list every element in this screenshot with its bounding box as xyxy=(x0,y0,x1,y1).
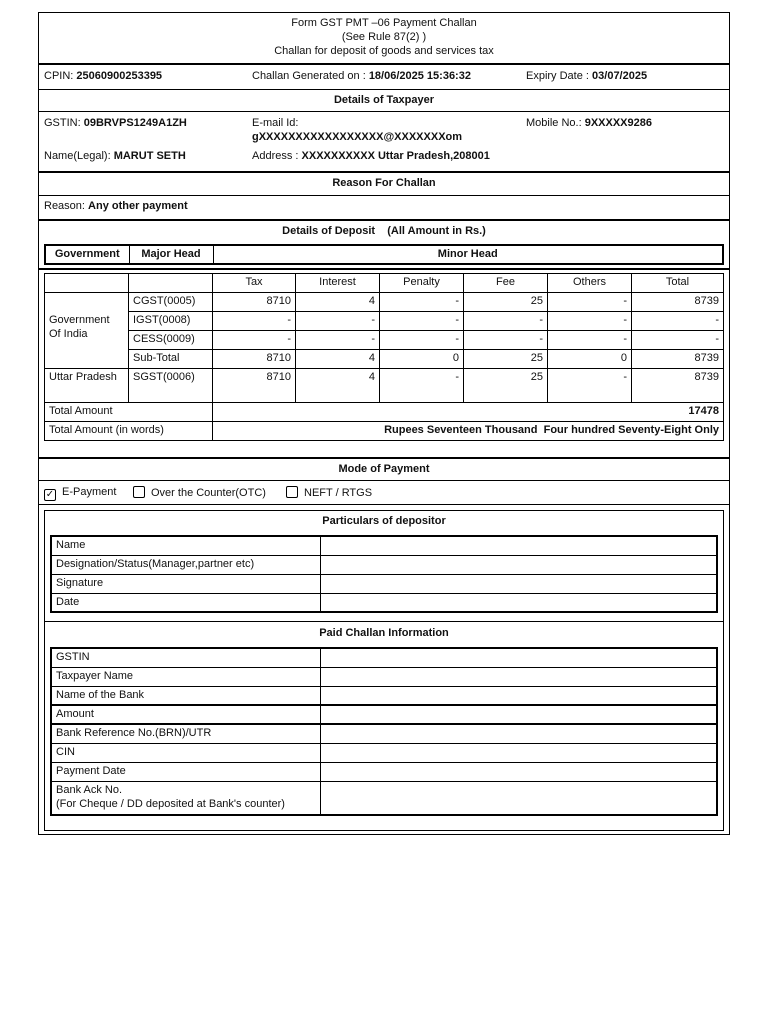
field-label: Name of the Bank xyxy=(51,686,320,705)
payment-section-title: Mode of Payment xyxy=(39,457,729,481)
value-cell: 8710 xyxy=(213,350,296,369)
field-label: CIN xyxy=(51,743,320,762)
field-value xyxy=(320,762,717,781)
table-row xyxy=(51,593,717,612)
reason-section-title: Reason For Challan xyxy=(39,171,729,195)
field-value xyxy=(320,555,717,574)
field-label: Bank Reference No.(BRN)/UTR xyxy=(51,724,320,743)
table-row xyxy=(51,555,717,574)
table-row xyxy=(45,331,724,350)
value-cell: - xyxy=(464,312,548,331)
bank-ack-line2: (For Cheque / DD deposited at Bank's counter) xyxy=(56,797,285,810)
payment-options xyxy=(39,480,729,504)
col-government: Government xyxy=(45,245,129,264)
deposit-section-title: Details of Deposit (All Amount in Rs.) xyxy=(39,219,729,243)
header-tax: Tax xyxy=(213,274,296,293)
table-row xyxy=(51,762,717,781)
value-cell: - xyxy=(380,369,464,403)
deposit-table xyxy=(44,273,724,441)
value-cell: - xyxy=(548,312,632,331)
value-cell: - xyxy=(296,331,380,350)
neft-rtgs-label: NEFT / RTGS xyxy=(304,487,373,499)
value-cell: 0 xyxy=(380,350,464,369)
generated-label: Challan Generated on : xyxy=(252,70,369,82)
major-head-cell: Sub-Total xyxy=(129,350,213,369)
value-cell: 4 xyxy=(296,369,380,403)
field-label: Designation/Status(Manager,partner etc) xyxy=(51,555,320,574)
cpin-label: CPIN: xyxy=(44,70,77,82)
header-total: Total xyxy=(632,274,724,293)
reason-row xyxy=(39,195,729,219)
address-value: XXXXXXXXXX Uttar Pradesh,208001 xyxy=(301,150,490,162)
field-label: Amount xyxy=(51,705,320,724)
field-value xyxy=(320,648,717,667)
form-rule: (See Rule 87(2) ) xyxy=(341,31,427,43)
value-cell: - xyxy=(380,293,464,312)
value-cell: 8710 xyxy=(213,369,296,403)
option-neft-rtgs[interactable] xyxy=(286,486,372,499)
value-cell: - xyxy=(548,293,632,312)
table-row xyxy=(51,648,717,667)
address-label: Address : xyxy=(252,150,302,162)
field-label: Taxpayer Name xyxy=(51,667,320,686)
gstin-value: 09BRVPS1249A1ZH xyxy=(83,117,187,129)
value-cell: 25 xyxy=(464,350,548,369)
table-row xyxy=(45,369,724,403)
form-subtitle: Challan for deposit of goods and services tax xyxy=(274,45,494,57)
field-value xyxy=(320,593,717,612)
field-value xyxy=(320,781,717,815)
words-row xyxy=(45,422,724,441)
field-value xyxy=(320,536,717,555)
checkbox-e-payment[interactable]: ✓ xyxy=(45,489,55,500)
mobile-value: 9XXXXX9286 xyxy=(584,117,652,129)
total-amount-value: 17478 xyxy=(213,403,724,422)
table-row xyxy=(51,574,717,593)
table-row xyxy=(51,781,717,815)
field-label: Payment Date xyxy=(51,762,320,781)
taxpayer-details xyxy=(39,111,729,171)
value-cell: 8710 xyxy=(213,293,296,312)
major-head-cell: IGST(0008) xyxy=(129,312,213,331)
depositor-table xyxy=(50,535,718,613)
table-row xyxy=(45,312,724,331)
major-head-cell: CGST(0005) xyxy=(129,293,213,312)
field-label: Name xyxy=(51,536,320,555)
table-row xyxy=(51,743,717,762)
bank-ack-line1: Bank Ack No. xyxy=(56,783,123,796)
form-title: Form GST PMT –06 Payment Challan xyxy=(291,17,477,29)
field-label: GSTIN xyxy=(51,648,320,667)
value-cell: - xyxy=(380,312,464,331)
value-cell: 25 xyxy=(464,293,548,312)
checkbox-neft-rtgs[interactable] xyxy=(286,486,298,498)
table-row xyxy=(51,724,717,743)
name-label: Name(Legal): xyxy=(44,150,114,162)
value-cell: 4 xyxy=(296,350,380,369)
total-row xyxy=(45,403,724,422)
government-of-india-label: Government Of India xyxy=(45,293,129,369)
paid-challan-table xyxy=(50,647,718,816)
major-head-cell: SGST(0006) xyxy=(129,369,213,403)
value-cell: - xyxy=(632,312,724,331)
value-cell: 8739 xyxy=(632,369,724,403)
field-label: Date xyxy=(51,593,320,612)
bank-ack-label xyxy=(51,781,320,815)
expiry-value: 03/07/2025 xyxy=(592,70,648,82)
total-words-value: Rupees Seventeen Thousand Four hundred Seventy-Eight Only xyxy=(213,422,724,441)
value-cell: 0 xyxy=(548,350,632,369)
uttar-pradesh-label: Uttar Pradesh xyxy=(45,369,129,403)
table-row xyxy=(51,705,717,724)
value-cell: 8739 xyxy=(632,293,724,312)
email-label: E-mail Id: xyxy=(252,117,299,129)
reason-value: Any other payment xyxy=(88,200,188,212)
email-value: gXXXXXXXXXXXXXXXXX@XXXXXXXom xyxy=(252,131,463,143)
field-value xyxy=(320,574,717,593)
field-value xyxy=(320,743,717,762)
table-row xyxy=(51,667,717,686)
field-value xyxy=(320,667,717,686)
form-header xyxy=(39,16,729,58)
major-head-cell: CESS(0009) xyxy=(129,331,213,350)
col-major-head: Major Head xyxy=(129,245,213,264)
table-row xyxy=(51,686,717,705)
col-minor-head: Minor Head xyxy=(213,245,723,264)
value-cell: - xyxy=(548,331,632,350)
value-cell: - xyxy=(296,312,380,331)
value-cell: - xyxy=(213,331,296,350)
gstin-label: GSTIN: xyxy=(44,117,84,129)
legal-name: MARUT SETH xyxy=(113,150,186,162)
value-cell: 25 xyxy=(464,369,548,403)
value-cell: - xyxy=(464,331,548,350)
header-interest: Interest xyxy=(296,274,380,293)
depositor-box xyxy=(44,510,724,831)
option-otc[interactable] xyxy=(133,486,266,499)
checkbox-otc[interactable] xyxy=(133,486,145,498)
deposit-header-table xyxy=(44,244,724,265)
e-payment-label: E-Payment xyxy=(62,486,117,498)
cpin-row xyxy=(39,63,729,89)
generated-value: 18/06/2025 15:36:32 xyxy=(368,70,471,82)
table-row xyxy=(45,350,724,369)
depositor-section-title: Particulars of depositor xyxy=(322,515,446,527)
otc-label: Over the Counter(OTC) xyxy=(151,487,266,499)
expiry-label: Expiry Date : xyxy=(526,70,593,82)
total-words-label: Total Amount (in words) xyxy=(45,422,213,441)
value-cell: - xyxy=(632,331,724,350)
taxpayer-section-title: Details of Taxpayer xyxy=(39,89,729,111)
challan-form xyxy=(38,12,730,835)
value-cell: - xyxy=(548,369,632,403)
header-fee: Fee xyxy=(464,274,548,293)
header-penalty: Penalty xyxy=(380,274,464,293)
table-row xyxy=(51,536,717,555)
value-cell: 4 xyxy=(296,293,380,312)
reason-label: Reason: xyxy=(44,200,89,212)
table-row xyxy=(45,293,724,312)
field-label: Signature xyxy=(51,574,320,593)
value-cell: - xyxy=(380,331,464,350)
total-amount-label: Total Amount xyxy=(45,403,213,422)
value-cell: 8739 xyxy=(632,350,724,369)
field-value xyxy=(320,724,717,743)
value-cell: - xyxy=(213,312,296,331)
header-others: Others xyxy=(548,274,632,293)
field-value xyxy=(320,705,717,724)
cpin-value: 25060900253395 xyxy=(76,70,163,82)
field-value xyxy=(320,686,717,705)
mobile-label: Mobile No.: xyxy=(526,117,585,129)
paid-section-title: Paid Challan Information xyxy=(45,621,723,646)
option-e-payment[interactable] xyxy=(44,486,116,501)
